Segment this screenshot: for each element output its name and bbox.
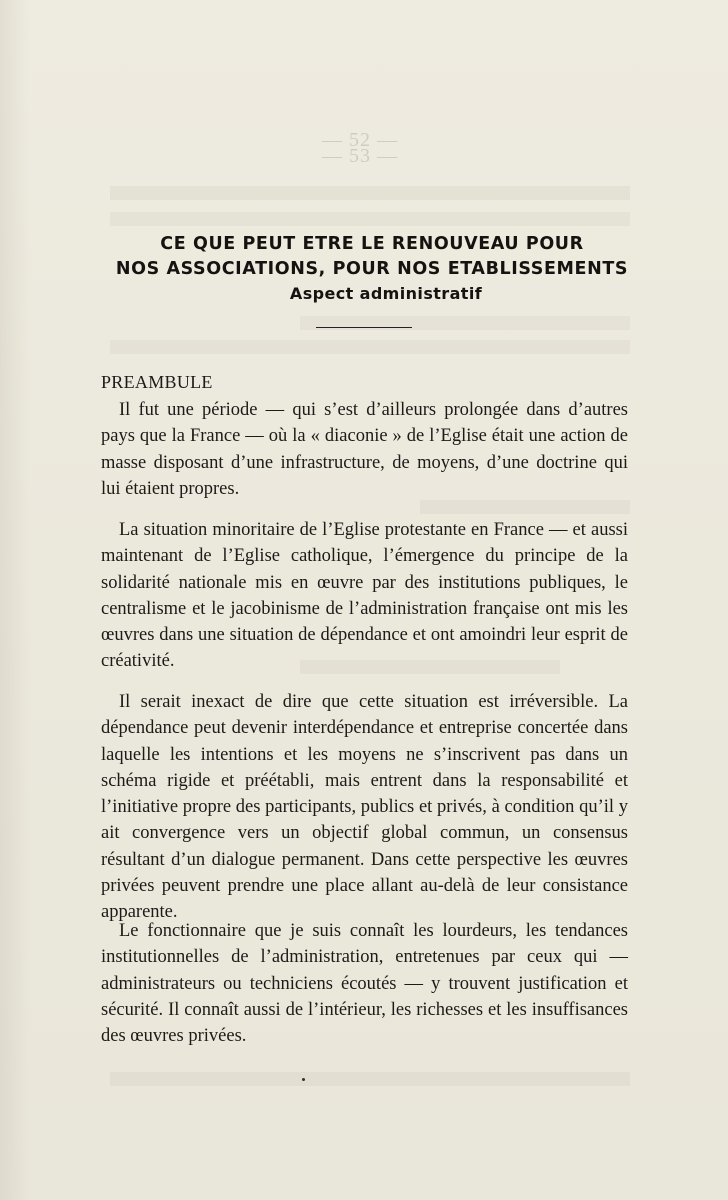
ink-speck bbox=[302, 1078, 305, 1081]
chapter-subtitle: Aspect administratif bbox=[289, 284, 483, 303]
paragraph bbox=[101, 689, 628, 926]
title-divider bbox=[316, 327, 412, 328]
paragraph-text: Il serait inexact de dire que cette situation est irréversible. La dépendance peut devenir interdépendance et entreprise concertée dans laquelle les intentions et les moyens ne s’inscrivent pas dans un schéma rigide et préétabli, mais entrent dans la responsabilité et l’initiative propre des participants, publics et privés, à condition qu’il y ait convergence vers un objectif global commun, un consensus résultant d’un dialogue permanent. Dans cette perspective les œuvres privées peuvent prendre une place allant au-delà de leur consistance apparente. bbox=[101, 692, 628, 923]
paragraph-text: Il fut une période — qui s’est d’ailleurs prolongée dans d’autres pays que la France — où la « diaconie » de l’Eglise était une action de masse disposant d’une infrastructure, de moyens, d’une doctrine qui lui étaient propres. bbox=[101, 400, 628, 499]
chapter-title-line-2: NOS ASSOCIATIONS, POUR NOS ETABLISSEMENTS bbox=[115, 259, 629, 279]
paragraph-text: Le fonctionnaire que je suis connaît les lourdeurs, les tendances institutionnelles de l’administration, entretenues par ceux qui — administrateurs ou techniciens écoutés — y trouvent justification et sécurité. Il connaît aussi de l’intérieur, les richesses et les insuffisances des œuvres privées. bbox=[101, 921, 628, 1047]
reverse-page-number: — 52 — — 53 — bbox=[322, 129, 398, 167]
paragraph-text: La situation minoritaire de l’Eglise protestante en France — et aussi maintenant de l’Eglise catholique, l’émergence du principe de la solidarité nationale mis en œuvre par des institutions publiques, le centralisme et le jacobinisme de l’administration française ont mis les œuvres dans une situation de dépendance et ont amoindri leur esprit de créativité. bbox=[101, 520, 628, 672]
section-title: PREAMBULE bbox=[101, 372, 213, 392]
chapter-title-line-1: CE QUE PEUT ETRE LE RENOUVEAU POUR bbox=[160, 234, 584, 254]
paragraph bbox=[101, 397, 628, 502]
paragraph bbox=[101, 517, 628, 675]
paragraph bbox=[101, 918, 628, 1049]
